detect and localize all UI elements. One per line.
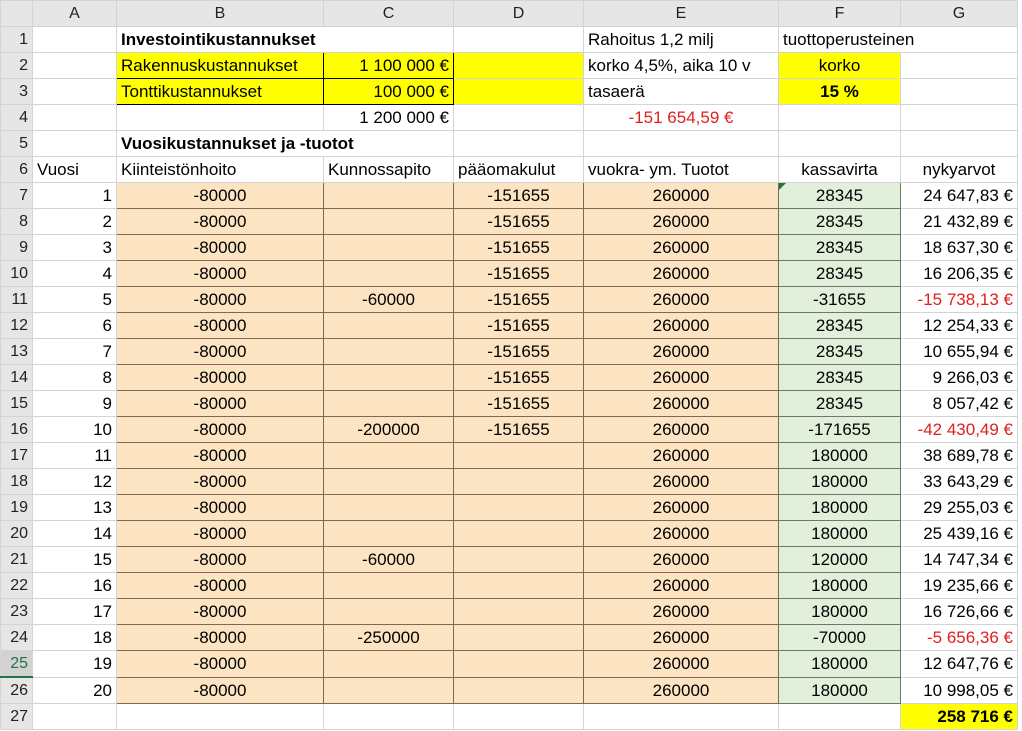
vuokra-cell[interactable]: 260000 <box>584 547 779 573</box>
table-row <box>1 417 1018 443</box>
nykyarvo-cell[interactable]: 8 057,42 € <box>901 391 1018 417</box>
nykyarvo-cell[interactable]: -42 430,49 € <box>901 417 1018 443</box>
nykyarvo-cell[interactable]: 16 726,66 € <box>901 599 1018 625</box>
sheet-row-1 <box>1 27 1018 53</box>
nykyarvo-cell[interactable]: 29 255,03 € <box>901 495 1018 521</box>
vuokra-cell[interactable]: 260000 <box>584 521 779 547</box>
header-paaomakulut[interactable]: pääomakulut <box>454 157 584 183</box>
vuokra-cell[interactable]: 260000 <box>584 677 779 704</box>
table-row <box>1 313 1018 339</box>
kiinteistonhoito-cell[interactable]: -80000 <box>117 417 324 443</box>
row-header[interactable]: 26 <box>1 677 33 704</box>
header-kassavirta[interactable]: kassavirta <box>779 157 901 183</box>
vuokra-cell[interactable]: 260000 <box>584 339 779 365</box>
annual-title[interactable]: Vuosikustannukset ja -tuotot <box>117 131 454 157</box>
row-header[interactable]: 1 <box>1 27 33 53</box>
sheet-row-4 <box>1 105 1018 131</box>
paaomakulut-cell[interactable]: -151655 <box>454 391 584 417</box>
kassavirta-cell[interactable]: 180000 <box>779 521 901 547</box>
row-header[interactable]: 10 <box>1 261 33 287</box>
nykyarvo-cell[interactable]: 12 647,76 € <box>901 651 1018 678</box>
vuokra-cell[interactable]: 260000 <box>584 313 779 339</box>
sheet-row-5 <box>1 131 1018 157</box>
table-row <box>1 365 1018 391</box>
kunnossapito-cell[interactable] <box>324 495 454 521</box>
year-cell[interactable]: 17 <box>33 599 117 625</box>
select-all-corner[interactable] <box>1 1 33 27</box>
kunnossapito-cell[interactable] <box>324 521 454 547</box>
table-row <box>1 599 1018 625</box>
row-header[interactable]: 4 <box>1 105 33 131</box>
row-header[interactable]: 6 <box>1 157 33 183</box>
total-row <box>1 704 1018 730</box>
year-cell[interactable]: 2 <box>33 209 117 235</box>
sheet-row-6 <box>1 157 1018 183</box>
nykyarvo-cell[interactable]: 24 647,83 € <box>901 183 1018 209</box>
cell-d2[interactable] <box>454 53 584 79</box>
row-header[interactable]: 23 <box>1 599 33 625</box>
return-label[interactable]: tuottoperusteinen <box>779 27 1018 53</box>
cell-g4[interactable] <box>901 105 1018 131</box>
kunnossapito-cell[interactable] <box>324 677 454 704</box>
nykyarvo-cell[interactable]: 33 643,29 € <box>901 469 1018 495</box>
kiinteistonhoito-cell[interactable]: -80000 <box>117 339 324 365</box>
nykyarvo-cell[interactable]: -5 656,36 € <box>901 625 1018 651</box>
column-header-e[interactable]: E <box>584 1 779 27</box>
table-row <box>1 339 1018 365</box>
paaomakulut-cell[interactable] <box>454 625 584 651</box>
cell-b27[interactable] <box>117 704 324 730</box>
nykyarvo-cell[interactable]: 38 689,78 € <box>901 443 1018 469</box>
paaomakulut-cell[interactable] <box>454 521 584 547</box>
financing-line3[interactable]: tasaerä <box>584 79 779 105</box>
header-nykyarvot[interactable]: nykyarvot <box>901 157 1018 183</box>
paaomakulut-cell[interactable]: -151655 <box>454 365 584 391</box>
vuokra-cell[interactable]: 260000 <box>584 287 779 313</box>
cell-e27[interactable] <box>584 704 779 730</box>
year-cell[interactable]: 11 <box>33 443 117 469</box>
row-header[interactable]: 7 <box>1 183 33 209</box>
kunnossapito-cell[interactable] <box>324 573 454 599</box>
kassavirta-cell[interactable]: 180000 <box>779 651 901 678</box>
kunnossapito-cell[interactable]: -250000 <box>324 625 454 651</box>
financing-line1[interactable]: Rahoitus 1,2 milj <box>584 27 779 53</box>
kunnossapito-cell[interactable]: -60000 <box>324 547 454 573</box>
kunnossapito-cell[interactable] <box>324 235 454 261</box>
table-row <box>1 235 1018 261</box>
year-cell[interactable]: 14 <box>33 521 117 547</box>
row-header[interactable]: 25 <box>1 651 33 678</box>
kiinteistonhoito-cell[interactable]: -80000 <box>117 443 324 469</box>
kassavirta-cell[interactable]: 180000 <box>779 443 901 469</box>
table-row <box>1 183 1018 209</box>
kiinteistonhoito-cell[interactable]: -80000 <box>117 287 324 313</box>
financing-line2[interactable]: korko 4,5%, aika 10 v <box>584 53 779 79</box>
kiinteistonhoito-cell[interactable]: -80000 <box>117 547 324 573</box>
year-cell[interactable]: 10 <box>33 417 117 443</box>
cell-c27[interactable] <box>324 704 454 730</box>
kassavirta-cell[interactable]: 180000 <box>779 495 901 521</box>
row-header[interactable]: 27 <box>1 704 33 730</box>
row-header[interactable]: 18 <box>1 469 33 495</box>
kassavirta-cell[interactable]: -171655 <box>779 417 901 443</box>
cell-d4[interactable] <box>454 105 584 131</box>
kassavirta-cell[interactable]: -70000 <box>779 625 901 651</box>
kunnossapito-cell[interactable]: -60000 <box>324 287 454 313</box>
kiinteistonhoito-cell[interactable]: -80000 <box>117 677 324 704</box>
kunnossapito-cell[interactable] <box>324 339 454 365</box>
table-row <box>1 209 1018 235</box>
paaomakulut-cell[interactable]: -151655 <box>454 339 584 365</box>
paaomakulut-cell[interactable]: -151655 <box>454 209 584 235</box>
year-cell[interactable]: 5 <box>33 287 117 313</box>
year-cell[interactable]: 12 <box>33 469 117 495</box>
header-kiinteistonhoito[interactable]: Kiinteistönhoito <box>117 157 324 183</box>
nykyarvo-cell[interactable]: 10 998,05 € <box>901 677 1018 704</box>
row-header[interactable]: 9 <box>1 235 33 261</box>
kassavirta-cell[interactable]: 28345 <box>779 261 901 287</box>
paaomakulut-cell[interactable]: -151655 <box>454 183 584 209</box>
kassavirta-cell[interactable]: 180000 <box>779 469 901 495</box>
total-npv[interactable]: 258 716 € <box>901 704 1018 730</box>
year-cell[interactable]: 20 <box>33 677 117 704</box>
table-row <box>1 495 1018 521</box>
tontti-label[interactable]: Tonttikustannukset <box>117 79 324 105</box>
paaomakulut-cell[interactable] <box>454 547 584 573</box>
kassavirta-cell[interactable]: 28345 <box>779 391 901 417</box>
kassavirta-cell[interactable]: 180000 <box>779 573 901 599</box>
column-header-c[interactable]: C <box>324 1 454 27</box>
year-cell[interactable]: 13 <box>33 495 117 521</box>
table-row <box>1 391 1018 417</box>
cell-b4[interactable] <box>117 105 324 131</box>
rate-label[interactable]: korko <box>779 53 901 79</box>
kunnossapito-cell[interactable] <box>324 261 454 287</box>
header-vuosi[interactable]: Vuosi <box>33 157 117 183</box>
tontti-value[interactable]: 100 000 € <box>324 79 454 105</box>
kiinteistonhoito-cell[interactable]: -80000 <box>117 521 324 547</box>
vuokra-cell[interactable]: 260000 <box>584 625 779 651</box>
cell-f4[interactable] <box>779 105 901 131</box>
table-row <box>1 547 1018 573</box>
year-cell[interactable]: 6 <box>33 313 117 339</box>
row-header[interactable]: 21 <box>1 547 33 573</box>
cell-d5[interactable] <box>454 131 584 157</box>
table-row <box>1 261 1018 287</box>
kiinteistonhoito-cell[interactable]: -80000 <box>117 183 324 209</box>
rakennus-label[interactable]: Rakennuskustannukset <box>117 53 324 79</box>
column-header-row <box>1 1 1018 27</box>
year-cell[interactable]: 3 <box>33 235 117 261</box>
kassavirta-cell[interactable]: 120000 <box>779 547 901 573</box>
nykyarvo-cell[interactable]: 12 254,33 € <box>901 313 1018 339</box>
kassavirta-cell[interactable]: 28345 <box>779 209 901 235</box>
nykyarvo-cell[interactable]: 25 439,16 € <box>901 521 1018 547</box>
kunnossapito-cell[interactable] <box>324 651 454 678</box>
year-cell[interactable]: 1 <box>33 183 117 209</box>
kiinteistonhoito-cell[interactable]: -80000 <box>117 365 324 391</box>
nykyarvo-cell[interactable]: 9 266,03 € <box>901 365 1018 391</box>
column-header-g[interactable]: G <box>901 1 1018 27</box>
year-cell[interactable]: 16 <box>33 573 117 599</box>
column-header-f[interactable]: F <box>779 1 901 27</box>
row-header[interactable]: 3 <box>1 79 33 105</box>
year-cell[interactable]: 7 <box>33 339 117 365</box>
table-row <box>1 677 1018 704</box>
kiinteistonhoito-cell[interactable]: -80000 <box>117 313 324 339</box>
sheet-row-3 <box>1 79 1018 105</box>
year-cell[interactable]: 18 <box>33 625 117 651</box>
year-cell[interactable]: 9 <box>33 391 117 417</box>
cell-d1[interactable] <box>454 27 584 53</box>
vuokra-cell[interactable]: 260000 <box>584 209 779 235</box>
row-header[interactable]: 24 <box>1 625 33 651</box>
kassavirta-cell[interactable]: 28345 <box>779 339 901 365</box>
cell-f27[interactable] <box>779 704 901 730</box>
year-cell[interactable]: 19 <box>33 651 117 678</box>
paaomakulut-cell[interactable] <box>454 469 584 495</box>
paaomakulut-cell[interactable]: -151655 <box>454 417 584 443</box>
cell-a1[interactable] <box>33 27 117 53</box>
table-row <box>1 469 1018 495</box>
kassavirta-cell[interactable]: 28345 <box>779 365 901 391</box>
column-header-a[interactable]: A <box>33 1 117 27</box>
kassavirta-cell[interactable]: 28345 <box>779 235 901 261</box>
cell-d27[interactable] <box>454 704 584 730</box>
investment-title[interactable]: Investointikustannukset <box>117 27 454 53</box>
row-header[interactable]: 11 <box>1 287 33 313</box>
paaomakulut-cell[interactable]: -151655 <box>454 287 584 313</box>
vuokra-cell[interactable]: 260000 <box>584 391 779 417</box>
kunnossapito-cell[interactable]: -200000 <box>324 417 454 443</box>
table-row <box>1 287 1018 313</box>
kassavirta-cell[interactable]: 28345 <box>779 183 901 209</box>
header-kunnossapito[interactable]: Kunnossapito <box>324 157 454 183</box>
table-row <box>1 521 1018 547</box>
paaomakulut-cell[interactable] <box>454 651 584 678</box>
kassavirta-cell[interactable]: 180000 <box>779 677 901 704</box>
vuokra-cell[interactable]: 260000 <box>584 235 779 261</box>
vuokra-cell[interactable]: 260000 <box>584 417 779 443</box>
column-header-d[interactable]: D <box>454 1 584 27</box>
year-cell[interactable]: 15 <box>33 547 117 573</box>
row-header[interactable]: 13 <box>1 339 33 365</box>
nykyarvo-cell[interactable]: 14 747,34 € <box>901 547 1018 573</box>
row-header[interactable]: 5 <box>1 131 33 157</box>
kunnossapito-cell[interactable] <box>324 183 454 209</box>
kunnossapito-cell[interactable] <box>324 599 454 625</box>
cell-f5[interactable] <box>779 131 901 157</box>
cell-a3[interactable] <box>33 79 117 105</box>
nykyarvo-cell[interactable]: 10 655,94 € <box>901 339 1018 365</box>
nykyarvo-cell[interactable]: 19 235,66 € <box>901 573 1018 599</box>
cell-a4[interactable] <box>33 105 117 131</box>
kunnossapito-cell[interactable] <box>324 365 454 391</box>
annuity-value[interactable]: -151 654,59 € <box>584 105 779 131</box>
kunnossapito-cell[interactable] <box>324 443 454 469</box>
cell-g5[interactable] <box>901 131 1018 157</box>
cell-a5[interactable] <box>33 131 117 157</box>
vuokra-cell[interactable]: 260000 <box>584 651 779 678</box>
nykyarvo-cell[interactable]: 18 637,30 € <box>901 235 1018 261</box>
nykyarvo-cell[interactable]: -15 738,13 € <box>901 287 1018 313</box>
kunnossapito-cell[interactable] <box>324 209 454 235</box>
investment-total[interactable]: 1 200 000 € <box>324 105 454 131</box>
vuokra-cell[interactable]: 260000 <box>584 495 779 521</box>
paaomakulut-cell[interactable]: -151655 <box>454 261 584 287</box>
year-cell[interactable]: 8 <box>33 365 117 391</box>
row-header[interactable]: 22 <box>1 573 33 599</box>
kassavirta-cell[interactable]: -31655 <box>779 287 901 313</box>
row-header[interactable]: 12 <box>1 313 33 339</box>
row-header[interactable]: 2 <box>1 53 33 79</box>
table-row <box>1 651 1018 678</box>
nykyarvo-cell[interactable]: 21 432,89 € <box>901 209 1018 235</box>
kiinteistonhoito-cell[interactable]: -80000 <box>117 391 324 417</box>
row-header[interactable]: 17 <box>1 443 33 469</box>
table-row <box>1 573 1018 599</box>
kiinteistonhoito-cell[interactable]: -80000 <box>117 599 324 625</box>
vuokra-cell[interactable]: 260000 <box>584 261 779 287</box>
kunnossapito-cell[interactable] <box>324 313 454 339</box>
kunnossapito-cell[interactable] <box>324 391 454 417</box>
rate-value[interactable]: 15 % <box>779 79 901 105</box>
row-header[interactable]: 19 <box>1 495 33 521</box>
row-header[interactable]: 14 <box>1 365 33 391</box>
vuokra-cell[interactable]: 260000 <box>584 443 779 469</box>
header-vuokra[interactable]: vuokra- ym. Tuotot <box>584 157 779 183</box>
cell-g2[interactable] <box>901 53 1018 79</box>
kiinteistonhoito-cell[interactable]: -80000 <box>117 235 324 261</box>
vuokra-cell[interactable]: 260000 <box>584 573 779 599</box>
vuokra-cell[interactable]: 260000 <box>584 599 779 625</box>
paaomakulut-cell[interactable] <box>454 573 584 599</box>
column-header-b[interactable]: B <box>117 1 324 27</box>
paaomakulut-cell[interactable] <box>454 443 584 469</box>
row-header[interactable]: 20 <box>1 521 33 547</box>
kiinteistonhoito-cell[interactable]: -80000 <box>117 209 324 235</box>
kiinteistonhoito-cell[interactable]: -80000 <box>117 469 324 495</box>
row-header[interactable]: 8 <box>1 209 33 235</box>
table-row <box>1 443 1018 469</box>
vuokra-cell[interactable]: 260000 <box>584 365 779 391</box>
sheet-row-2 <box>1 53 1018 79</box>
vuokra-cell[interactable]: 260000 <box>584 469 779 495</box>
paaomakulut-cell[interactable] <box>454 599 584 625</box>
cell-d3[interactable] <box>454 79 584 105</box>
vuokra-cell[interactable]: 260000 <box>584 183 779 209</box>
kiinteistonhoito-cell[interactable]: -80000 <box>117 495 324 521</box>
row-header[interactable]: 15 <box>1 391 33 417</box>
table-row <box>1 625 1018 651</box>
kiinteistonhoito-cell[interactable]: -80000 <box>117 573 324 599</box>
cell-a2[interactable] <box>33 53 117 79</box>
cell-g3[interactable] <box>901 79 1018 105</box>
kiinteistonhoito-cell[interactable]: -80000 <box>117 651 324 678</box>
rakennus-value[interactable]: 1 100 000 € <box>324 53 454 79</box>
paaomakulut-cell[interactable] <box>454 677 584 704</box>
cell-e5[interactable] <box>584 131 779 157</box>
nykyarvo-cell[interactable]: 16 206,35 € <box>901 261 1018 287</box>
kassavirta-cell[interactable]: 28345 <box>779 313 901 339</box>
paaomakulut-cell[interactable] <box>454 495 584 521</box>
year-cell[interactable]: 4 <box>33 261 117 287</box>
kassavirta-cell[interactable]: 180000 <box>779 599 901 625</box>
paaomakulut-cell[interactable]: -151655 <box>454 313 584 339</box>
kiinteistonhoito-cell[interactable]: -80000 <box>117 625 324 651</box>
paaomakulut-cell[interactable]: -151655 <box>454 235 584 261</box>
cell-a27[interactable] <box>33 704 117 730</box>
row-header[interactable]: 16 <box>1 417 33 443</box>
kiinteistonhoito-cell[interactable]: -80000 <box>117 261 324 287</box>
kunnossapito-cell[interactable] <box>324 469 454 495</box>
